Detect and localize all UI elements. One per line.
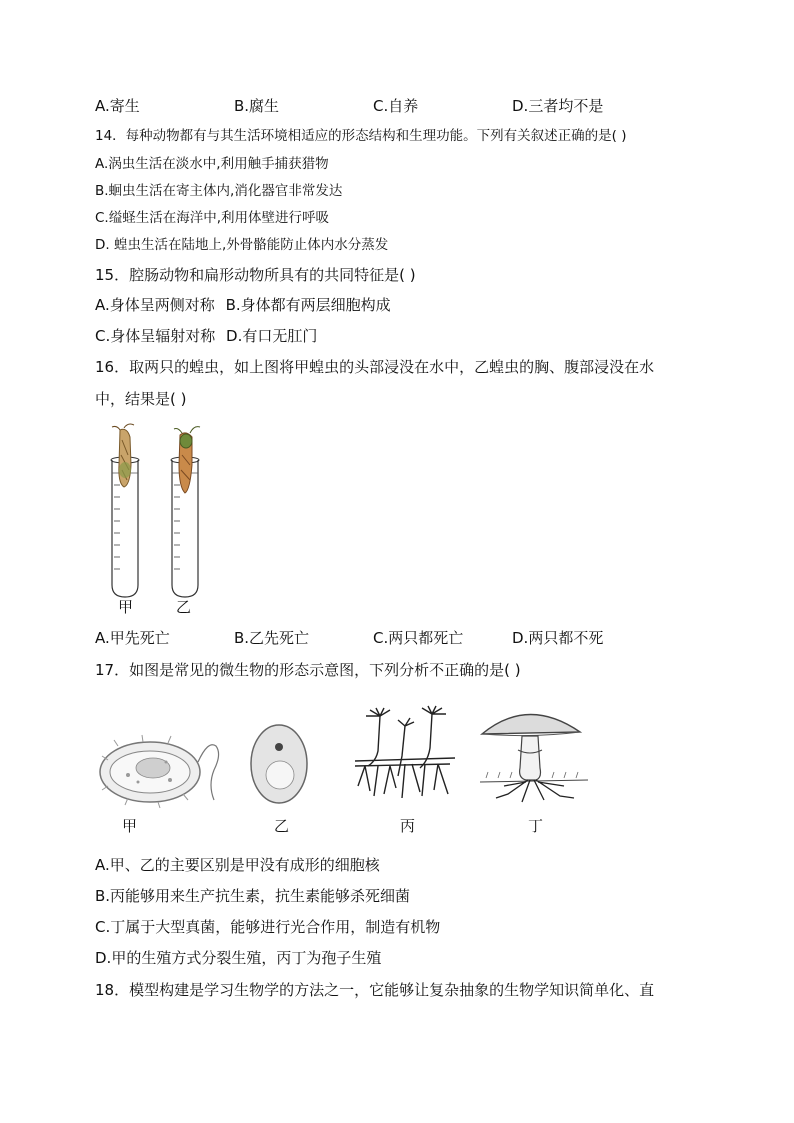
q16-option-c: C.两只都死亡 bbox=[373, 629, 464, 647]
test-tube-jia bbox=[111, 424, 139, 597]
q16-label-jia: 甲 bbox=[118, 598, 134, 616]
q14-option-a: A.涡虫生活在淡水中,利用触手捕获猎物 bbox=[95, 156, 329, 172]
q13-option-d: D.三者均不是 bbox=[512, 97, 604, 115]
q17-option-c: C.丁属于大型真菌，能够进行光合作用，制造有机物 bbox=[95, 918, 441, 936]
q15-option-a: A.身体呈两侧对称 bbox=[95, 296, 215, 314]
q14-option-c: C.缢蛏生活在海洋中,利用体壁进行呼吸 bbox=[95, 210, 330, 226]
bacterium-jia-figure bbox=[98, 730, 228, 810]
q18-stem: 18．模型构建是学习生物学的方法之一，它能够让复杂抽象的生物学知识简单化、直 bbox=[95, 981, 655, 999]
q16-test-tube-figure bbox=[100, 425, 220, 600]
q17-stem: 17．如图是常见的微生物的形态示意图，下列分析不正确的是( ) bbox=[95, 661, 521, 679]
q15-option-c: C.身体呈辐射对称 bbox=[95, 327, 216, 345]
q16-stem-line2: 中，结果是( ) bbox=[95, 390, 187, 408]
q13-options bbox=[95, 96, 695, 116]
q16-stem-line1: 16．取两只的蝗虫，如上图将甲蝗虫的头部浸没在水中，乙蝗虫的胸、腹部浸没在水 bbox=[95, 358, 655, 376]
q14-stem: 14．每种动物都有与其生活环境相适应的形态结构和生理功能。下列有关叙述正确的是( ) bbox=[95, 128, 627, 144]
q15-option-d: D.有口无肛门 bbox=[226, 327, 318, 345]
q14-option-d: D. 蝗虫生活在陆地上,外骨骼能防止体内水分蒸发 bbox=[95, 237, 389, 253]
q17-option-d: D.甲的生殖方式分裂生殖，丙丁为孢子生殖 bbox=[95, 949, 382, 967]
q15-option-b: B.身体都有两层细胞构成 bbox=[225, 296, 391, 314]
q16-option-d: D.两只都不死 bbox=[512, 629, 604, 647]
q17-label-yi: 乙 bbox=[274, 817, 290, 835]
q13-option-b: B.腐生 bbox=[234, 97, 280, 115]
yeast-yi-figure bbox=[248, 722, 310, 806]
q17-option-b: B.丙能够用来生产抗生素，抗生素能够杀死细菌 bbox=[95, 887, 411, 905]
q14-option-b: B.蛔虫生活在寄主体内,消化器官非常发达 bbox=[95, 183, 343, 199]
q17-label-ding: 丁 bbox=[528, 817, 544, 835]
q17-label-jia: 甲 bbox=[122, 817, 138, 835]
q16-option-a: A.甲先死亡 bbox=[95, 629, 170, 647]
mold-bing-figure bbox=[350, 706, 460, 806]
q15-options-row1 bbox=[95, 295, 397, 315]
q15-stem: 15．腔肠动物和扁形动物所具有的共同特征是( ) bbox=[95, 266, 416, 284]
q16-option-b: B.乙先死亡 bbox=[234, 629, 310, 647]
q13-option-c: C.自养 bbox=[373, 97, 419, 115]
test-tube-yi bbox=[171, 427, 200, 597]
mushroom-ding-figure bbox=[478, 706, 590, 804]
q16-label-yi: 乙 bbox=[176, 598, 192, 616]
q15-options-row2 bbox=[95, 326, 323, 346]
q17-option-a: A.甲、乙的主要区别是甲没有成形的细胞核 bbox=[95, 856, 380, 874]
q13-option-a: A.寄生 bbox=[95, 97, 140, 115]
q16-options bbox=[95, 628, 695, 648]
q17-label-bing: 丙 bbox=[400, 817, 416, 835]
